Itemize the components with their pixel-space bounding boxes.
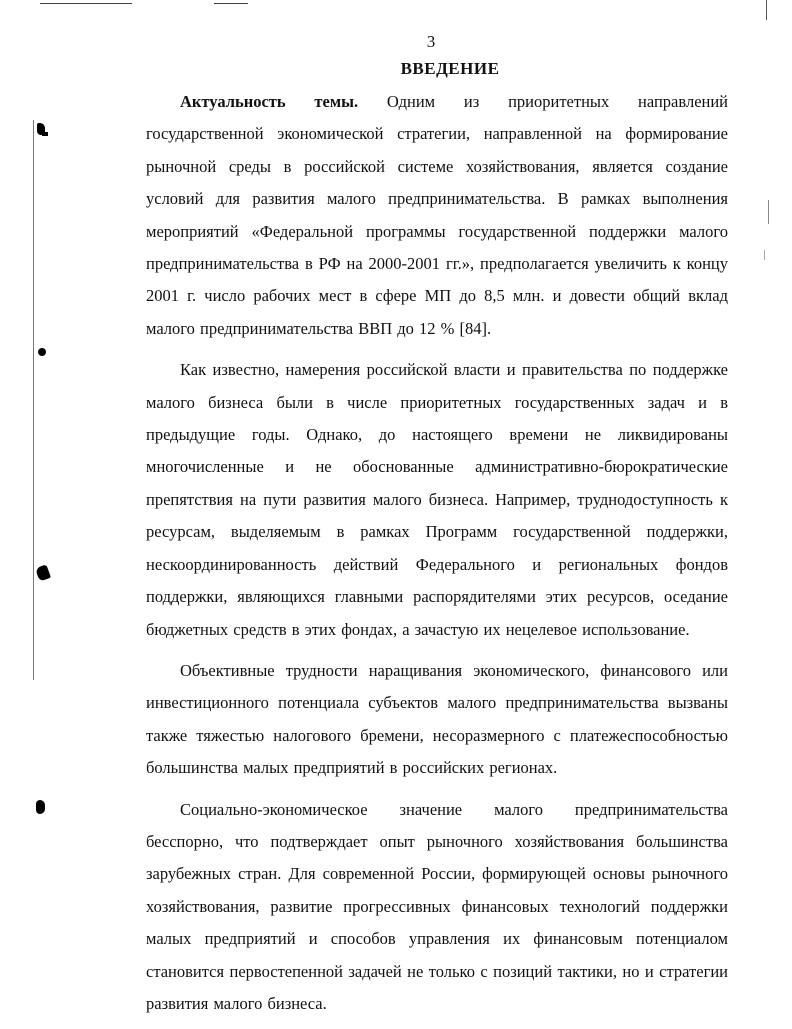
scan-margin-line-right-lower [768, 200, 769, 224]
paragraph-socio-economic-value: Социально-экономическое значение малого предпринимательства бесспорно, что подтверждает опыт рыночного хозяйствования большинства зарубежных стран. Для современной России, формирующей основы рыночного хозяйствования, развитие прогрессивных финансовых технологий поддержки малых предприятий и способов управления их финансовым потенциалом становится первостепенной задачей не только с позиций тактики, но и стратегии развития малого бизнеса. [146, 799, 728, 1013]
paragraph-government-intentions: Как известно, намерения российской власти и правительства по поддержке малого бизнеса были в числе приоритетных государственных задач и в предыдущие годы. Однако, до настоящего времени не ликвидированы многочисленные и не обоснованные административно-бюрократические препятствия на пути развития малого бизнеса. Например, труднодоступность к ресурсам, выделяемым в рамках Программ государственной поддержки, нескоординированность действий Федерального и региональных фондов поддержки, являющихся главными распорядителями этих ресурсов, оседание бюджетных средств в этих фондах, а зачастую их нецелевое использование. [146, 360, 728, 639]
scan-edge-line-top-middle [214, 3, 248, 4]
section-heading: ВВЕДЕНИЕ [400, 59, 500, 78]
scan-margin-line-right [766, 0, 767, 20]
paragraph-objective-difficulties: Объективные трудности наращивания экономического, финансового или инвестиционного потенциала субъектов малого предпринимательства вызваны также тяжестью налогового бремени, несоразмерного с платежеспособностью большинства малых предприятий в российских регионах. [146, 660, 728, 778]
paragraph-lead: Актуальность темы. [180, 92, 359, 111]
scan-hole-mark-4 [36, 800, 45, 814]
scan-hole-mark-2 [38, 348, 46, 356]
document-body [146, 86, 728, 1029]
scan-margin-tick-right [764, 250, 765, 260]
scan-margin-line-left [33, 120, 34, 680]
scan-hole-mark-1-tail [42, 132, 48, 136]
scan-edge-line-top-left [40, 3, 132, 4]
scan-hole-mark-3 [35, 564, 51, 581]
page-number: 3 [426, 32, 436, 51]
paragraph-relevance [146, 86, 728, 345]
paragraph-text: Одним из приоритетных направлений государственной экономической стратегии, направленной на формирование рыночной среды в российской системе хозяйствования, является создание условий для развития малого предпринимательства. В рамках выполнения мероприятий «Федеральной программы государственной поддержки малого предпринимательства в РФ на 2000-2001 гг.», предполагается увеличить к концу 2001 г. число рабочих мест в сфере МП до 8,5 млн. и довести общий вклад малого предпринимательства ВВП до 12 % [84]. [146, 92, 729, 338]
